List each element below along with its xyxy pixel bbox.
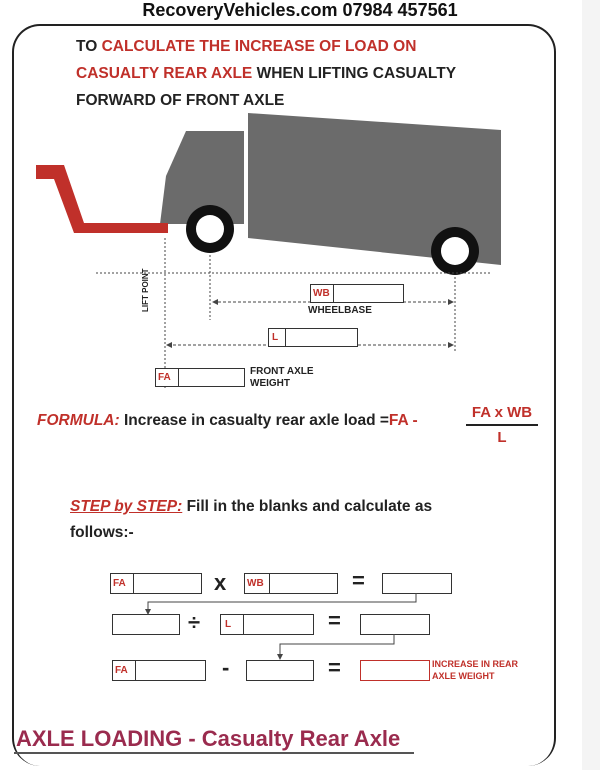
lift-point-label: LIFT POINT — [141, 268, 150, 312]
wheelbase-tag: WB — [313, 288, 330, 299]
formula-fraction-bar — [466, 424, 538, 426]
step1-wb-tag: WB — [247, 578, 264, 589]
lift-frame — [36, 165, 168, 233]
formula-denominator: L — [497, 429, 507, 446]
rear-wheel — [431, 227, 479, 275]
formula-line — [37, 412, 418, 430]
title-line-3: FORWARD OF FRONT AXLE — [76, 92, 285, 109]
step1-times: x — [214, 570, 227, 595]
step-connectors — [0, 560, 600, 680]
front-axle-weight-label: FRONT AXLE WEIGHT — [250, 366, 314, 389]
formula-label: FORMULA: — [37, 412, 120, 429]
formula-numerator: FA x WB — [471, 404, 533, 421]
title-prefix: TO — [76, 38, 102, 55]
front-axle-tag: FA — [158, 372, 171, 383]
step3-minus: - — [222, 655, 230, 680]
step3-equals: = — [328, 655, 341, 680]
footer-title: AXLE LOADING - Casualty Rear Axle — [16, 726, 401, 751]
title-red-2: CASUALTY REAR AXLE — [76, 65, 253, 82]
steps-label: STEP by STEP: — [70, 498, 183, 515]
header-contact: RecoveryVehicles.com 07984 457561 — [142, 0, 458, 20]
step3-fa-tag: FA — [115, 665, 128, 676]
step1-equals: = — [352, 568, 365, 593]
title-red-1: CALCULATE THE INCREASE OF LOAD ON — [101, 38, 417, 55]
steps-text: Fill in the blanks and calculate as — [182, 498, 433, 515]
step1-fa-tag: FA — [113, 578, 126, 589]
wheelbase-label: WHEELBASE — [308, 305, 372, 316]
steps-line-2: follows:- — [70, 524, 134, 541]
footer-underline — [14, 752, 414, 754]
step2-divide: ÷ — [188, 610, 201, 635]
steps-line-1 — [70, 498, 432, 516]
title-rest-2: WHEN LIFTING CASUALTY — [252, 65, 457, 82]
formula-fa: FA - — [388, 412, 418, 429]
front-wheel — [186, 205, 234, 253]
step2-l-tag: L — [225, 619, 232, 630]
formula-text: Increase in casualty rear axle load = — [123, 412, 389, 429]
result-label: INCREASE IN REAR AXLE WEIGHT — [432, 659, 519, 681]
step2-equals: = — [328, 608, 341, 633]
length-tag: L — [272, 332, 279, 343]
